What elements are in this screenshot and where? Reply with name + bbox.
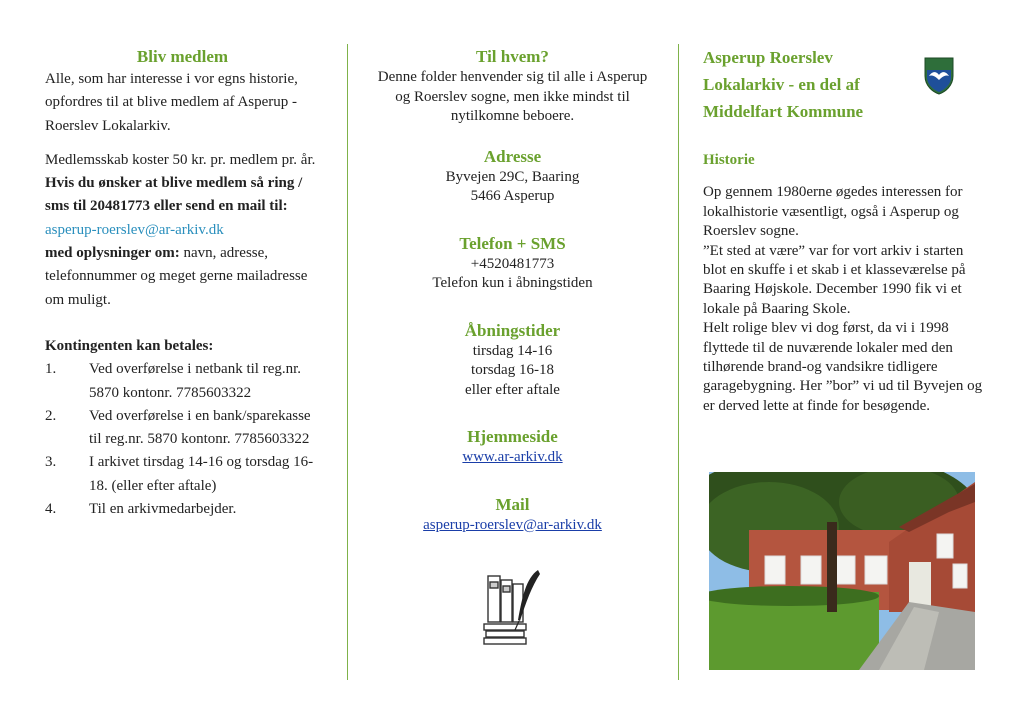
address-heading: Adresse	[483, 146, 542, 166]
org-title-line3: Middelfart Kommune	[703, 102, 864, 121]
org-title-line2: Lokalarkiv - en del af	[703, 75, 860, 94]
mail-link[interactable]: asperup-roerslev@ar-arkiv.dk	[423, 516, 602, 533]
web-heading: Hjemmeside	[467, 427, 558, 446]
payment-item	[45, 451, 320, 498]
payment-item	[45, 405, 320, 452]
payment-text: Til en arkivmedarbejder.	[89, 501, 237, 518]
phone-number: +4520481773	[470, 255, 555, 272]
membership-fee: Medlemsskab koster 50 kr. pr. medlem pr. år.	[45, 151, 316, 168]
payment-text: Ved overførelse i en bank/sparekasse til reg.nr. 5870 kontonr. 7785603322	[89, 407, 311, 448]
membership-how: Hvis du ønsker at blive medlem så ring / sms til 20481773 eller send en mail til:	[45, 175, 303, 215]
payment-item	[45, 498, 320, 521]
archive-binders-icon	[482, 568, 542, 648]
membership-heading: Bliv medlem	[136, 47, 229, 66]
hours-line: torsdag 16-18	[471, 362, 554, 378]
history-column	[703, 0, 983, 724]
who-heading: Til hvem?	[476, 47, 549, 66]
hours-line: eller efter aftale	[465, 381, 560, 398]
archive-building-photo	[709, 472, 975, 670]
payment-number: 1.	[45, 361, 57, 378]
phone-note: Telefon kun i åbningstiden	[432, 275, 593, 291]
hours-line: tirsdag 14-16	[472, 342, 553, 359]
payment-text: I arkivet tirsdag 14-16 og torsdag 16-18. (eller efter aftale)	[89, 454, 314, 494]
membership-info	[45, 242, 320, 312]
payment-number: 2.	[45, 407, 57, 424]
municipality-coat-of-arms-icon	[923, 56, 955, 96]
payment-text: Ved overførelse i netbank til reg.nr. 5870 kontonr. 7785603322	[89, 361, 302, 401]
address-line2: 5466 Asperup	[470, 188, 555, 204]
mail-heading: Mail	[495, 494, 530, 514]
payment-list	[45, 358, 320, 521]
address-line1: Byvejen 29C, Baaring	[445, 168, 580, 185]
website-link[interactable]: www.ar-arkiv.dk	[462, 449, 563, 465]
payment-item	[45, 358, 320, 405]
payment-number: 4.	[45, 501, 57, 518]
membership-intro: Alle, som har interesse i vor egns historie, opfordres til at blive medlem af Asperup - Roerslev Lokalarkiv.	[45, 71, 298, 134]
membership-column	[45, 0, 320, 724]
history-paragraph: ”Et sted at være” var for vort arkiv i starten blot en skuffe i et skab i et klasseværelse på Baaring Højskole. December 1990 fik vi et lokale på Baaring Skole.	[703, 242, 966, 317]
org-title-line1: Asperup Roerslev	[703, 48, 833, 67]
payment-number: 3.	[45, 454, 57, 471]
hours-heading: Åbningstider	[464, 320, 561, 340]
history-heading: Historie	[703, 152, 755, 168]
payment-heading: Kontingenten kan betales:	[45, 337, 214, 354]
history-paragraph: Helt rolige blev vi dog først, da vi i 1998 flyttede til de nuværende lokaler med den tilhørende brand-og vandsikre tidligere garagebygning. Her ”bor” vi ud til Byvejen og er derved lette at finde for besøgende.	[703, 320, 983, 414]
contact-column	[375, 0, 650, 724]
column-divider-left	[347, 44, 348, 680]
column-divider-right	[678, 44, 679, 680]
phone-heading: Telefon + SMS	[459, 233, 566, 253]
membership-info-label: med oplysninger om:	[45, 245, 180, 262]
membership-email-link[interactable]: asperup-roerslev@ar-arkiv.dk	[45, 221, 224, 238]
who-text: Denne folder henvender sig til alle i Asperup og Roerslev sogne, men ikke mindst til nytilkomne beboere.	[377, 69, 648, 124]
membership-info-text: navn, adresse, telefonnummer og meget gerne mailadresse om muligt.	[45, 245, 308, 308]
history-paragraph: Op gennem 1980erne øgedes interessen for lokalhistorie væsentligt, også i Asperup og Roerslev sogne.	[703, 184, 963, 240]
